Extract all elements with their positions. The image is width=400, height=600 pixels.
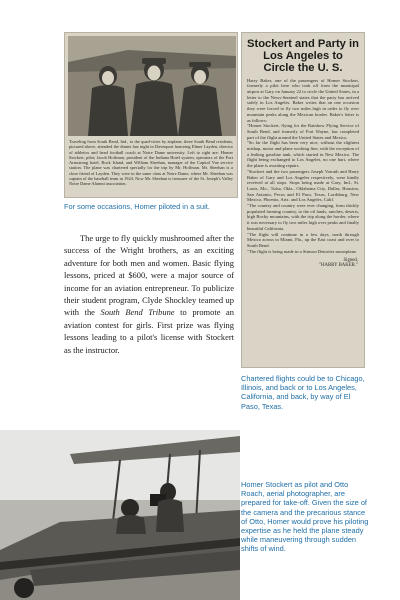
newspaper-name: South Bend Tribune xyxy=(100,307,175,318)
news-clipping-photo-three-men xyxy=(64,32,238,198)
caption-chartered-flights: Chartered flights could be to Chicago, Illinois, and back or to Los Angeles, California, and back, by way of El Paso, Texas. xyxy=(241,374,365,411)
photo-biplane-pilot-photographer xyxy=(0,430,240,600)
main-text-part2: to promote an aviation contest for girls. First prize was flying lessons leading to a pilot's license with Stockert as the instructor. xyxy=(64,307,234,355)
news-clipping-article xyxy=(241,32,365,368)
caption-suit: For some occasions, Homer piloted in a suit. xyxy=(64,202,210,211)
article-body: Harry Baker, one of the passengers of Homer Stockert, formerly a pilot here who took off from the municipal airport at Gary on January 22 to circle the United States, in a letter to the News-Sentinel states that the party has arrived safely in Los Angeles. Baker writes that on one occasion they were forced to fly two miles high in order to fly over mountain peaks along the Mexican border. Baker's letter is as follows: "Homer Stockert, flying for the Rainbow Flying Service of South Bend, and formerly of Fort Wayne, has completed part of the flight around the United States and Mexico. "So far the flight has been very nice, without the slightest mishap, motor and plane working fine, with the exception of a leaking gasoline tank, which started in New Mexico. The flight being exchanged to Los Angeles, no one hurt, where the plane is awaiting repairs. "Stockert and the two passengers Joseph Vorrath and Harry Baker of Gary and Los Angeles respectively, were kindly received at all stops. Stops being made at Gary, Ind., St. Louis, Mo., Tulsa, Okla., Oklahoma City, Dallas, Houston, San Antonio, Pecos and El Paso, Texas, Lordsburg, New Mexico, Phoenix, Ariz. and Los Angeles, Calif. "The country and country were ever changing, from thickly populated farming country, to the oil lands, ranches, deserts, high Rocky mountains, with the trip along the border, where it was necessary to fly two miles high over peaks and finally beautiful California. "The flight will continue in a few days, north through Mexico across to Miami, Fla., up the East coast and over to South Bend. "The flight is being made in a Stinson Detroiter monoplane. xyxy=(247,77,359,254)
main-body-text xyxy=(64,232,234,356)
article-headline: Stockert and Party in Los Angeles to Circle the U. S. xyxy=(247,38,359,75)
clipping-photo-caption: Traveling from South Bend, Ind., to the quad-cities by airplane, three South Bend residents, pictured above, attended the dinner last night in Davenport honoring Elmer Layden, director of athletics and head football coach at Notre Dame university. Left to right are: Homer Stockert, pilot; Jacob Hoffman, president of the Indiana Hotel system, operators of the Fort Armstrong hotel, Rock Island, and William Sheehan, manager of the Capitol Vue service station. The plane was chartered specially for the trip by Mr. Hoffman. Mr. Sheehan is a close friend of Layden. They were in the same class at Notre Dame, where Mr. Sheehan was captain of the baseball team in 1924. Now Mr. Sheehan is treasurer of the St. Joseph's Valley Notre Dame Alumni association. xyxy=(69,139,233,187)
caption-photographer: Homer Stockert as pilot and Otto Roach, aerial photographer, are prepared for take-off. Given the size of the camera and the precarious stance of Otto, Homer would prove his piloting expertise as he held the plane steady while maneuvering through sudden shifts of wind. xyxy=(241,480,369,554)
main-paragraph xyxy=(64,232,234,356)
article-signature: Signed, "HARRY BAKER." xyxy=(319,258,358,269)
photo-three-men-by-airplane xyxy=(68,36,234,136)
main-text-part1: The urge to fly quickly mushroomed after the success of the Wright brothers, as an exciting adventure for both men and women. Basic flying lessons, priced at $600, were a major source of income for an aviation entrepreneur. To publicize their student program, Clyde Shockley teamed up with the xyxy=(64,233,234,318)
